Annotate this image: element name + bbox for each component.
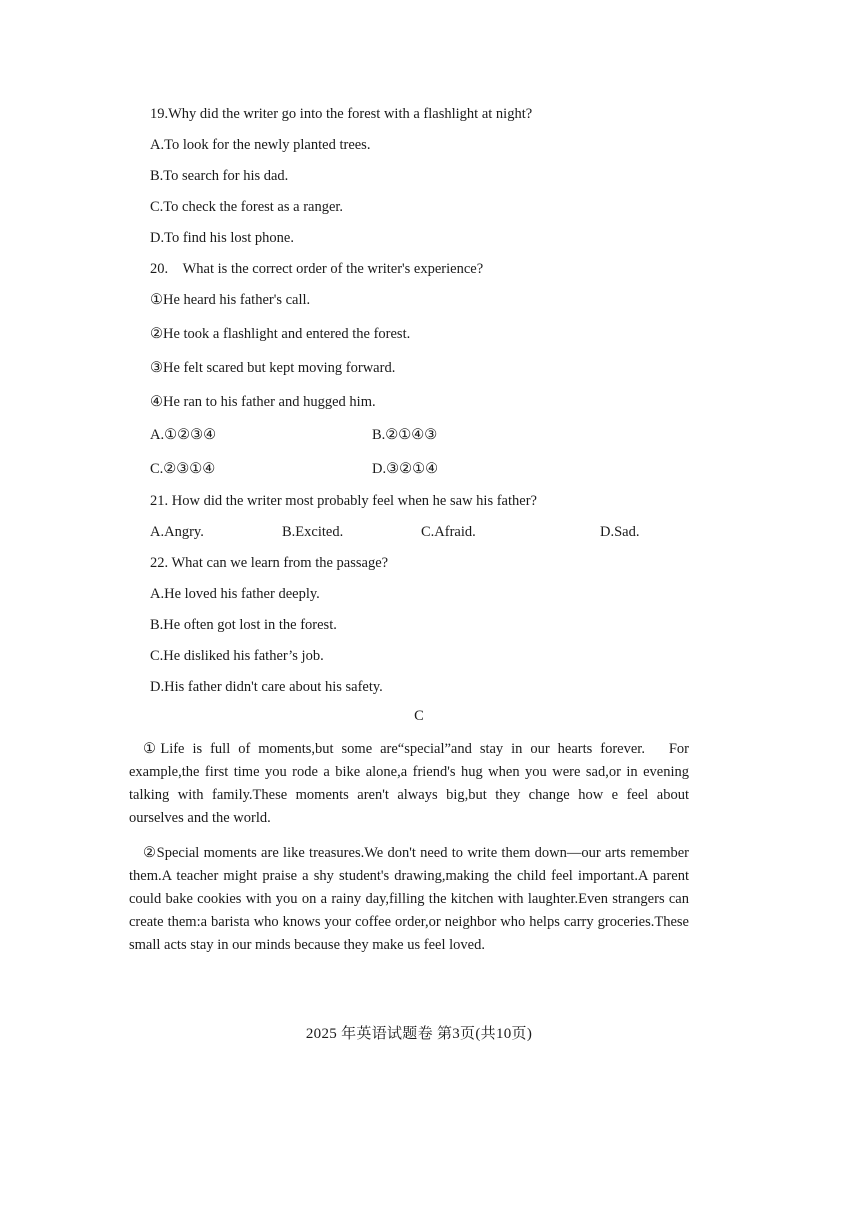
question-22-option-b: B.He often got lost in the forest. <box>150 617 337 633</box>
question-19-option-c: C.To check the forest as a ranger. <box>150 199 344 215</box>
question-20-event-2: ②He took a flashlight and entered the forest. <box>150 326 411 342</box>
question-22-stem: 22. What can we learn from the passage? <box>150 555 389 571</box>
paragraph-1-text: ①Life is full of moments,but some are“special”and stay in our hearts forever. For example,the first time you rode a bike alone,a friend's hug when you were sad,or in evening talking with family.These moments aren't always big,but they change how e feel about ourselves and the world. <box>129 741 689 826</box>
question-22-option-d: D.His father didn't care about his safety. <box>150 679 383 695</box>
question-19-option-d: D.To find his lost phone. <box>150 230 294 246</box>
question-21-option-c: C.Afraid. <box>421 524 476 540</box>
question-20-event-1: ①He heard his father's call. <box>150 292 311 308</box>
question-21-stem: 21. How did the writer most probably feel when he saw his father? <box>150 493 537 509</box>
question-20-option-a: A.①②③④ <box>150 427 217 443</box>
question-20-event-4: ④He ran to his father and hugged him. <box>150 394 376 410</box>
page-footer: 2025 年英语试题卷 第3页(共10页) <box>305 1026 533 1042</box>
paragraph-2-text: ②Special moments are like treasures.We don't need to write them down—our arts remember them.A teacher might praise a shy student's drawing,making the child feel important.A parent could bake cookies with you on a rainy day,filling the kitchen with laughter.Even strangers can create them:a barista who knows your coffee order,or neighbor who helps carry groceries.These small acts stay in our minds because they make us feel loved. <box>129 845 689 953</box>
question-22-option-a: A.He loved his father deeply. <box>150 586 320 602</box>
section-c-paragraph-1 <box>129 738 689 830</box>
question-20-option-c: C.②③①④ <box>150 461 216 477</box>
question-21-option-b: B.Excited. <box>282 524 344 540</box>
question-21-option-a: A.Angry. <box>150 524 204 540</box>
question-19-option-b: B.To search for his dad. <box>150 168 289 184</box>
question-19-option-a: A.To look for the newly planted trees. <box>150 137 371 153</box>
question-22-option-c: C.He disliked his father’s job. <box>150 648 324 664</box>
section-c-heading: C <box>414 708 424 724</box>
question-21-option-d: D.Sad. <box>600 524 640 540</box>
section-c-paragraph-2 <box>129 842 689 957</box>
question-20-option-d: D.③②①④ <box>372 461 439 477</box>
question-20-option-b: B.②①④③ <box>372 427 438 443</box>
question-20-event-3: ③He felt scared but kept moving forward. <box>150 360 396 376</box>
question-20-stem: 20. What is the correct order of the writer's experience? <box>150 261 484 277</box>
question-19-stem: 19.Why did the writer go into the forest with a flashlight at night? <box>150 106 533 122</box>
